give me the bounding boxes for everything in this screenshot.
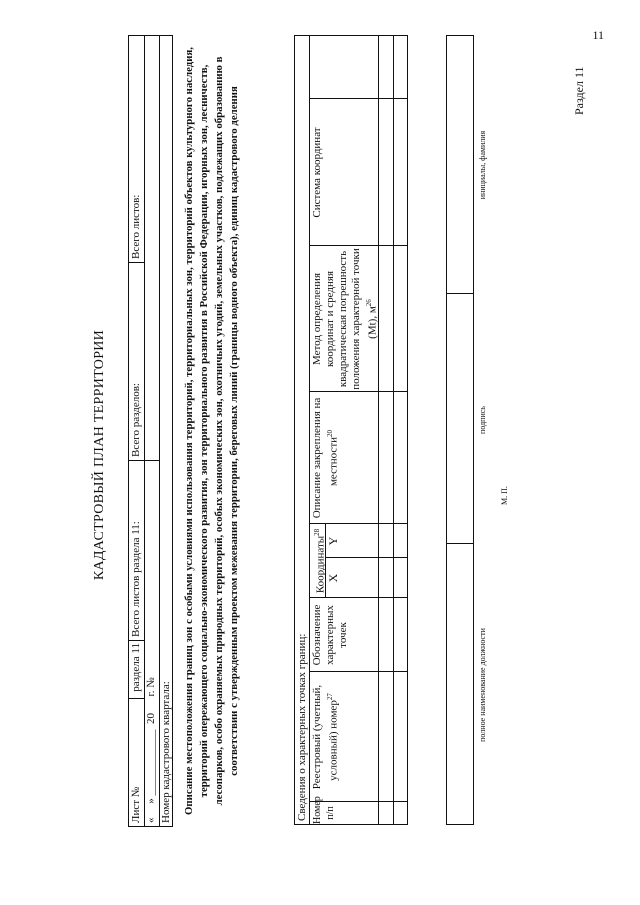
col-fixing-text: Описание закрепления на местности	[311, 397, 340, 519]
total-sections-label: Всего разделов:	[130, 383, 142, 457]
position-caption: полное наименование должности	[478, 628, 487, 742]
col-coordinates-text: Координаты	[314, 535, 327, 594]
year-prefix: 20	[145, 713, 157, 724]
header-row-2	[144, 36, 160, 826]
date-cell	[144, 460, 159, 826]
col-fixing-footnote: 20	[326, 429, 334, 437]
boundary-description: Описание местоположения границ зон с особыми условиями использования территорий, территориальных зон, территорий объектов культурного наследия, территорий опережающего социально-экономического развития, зон территориального развития в Российской Федерации, игорных зон, лесничеств, лесопарков, особо охраняемых природных территорий, особых экономических зон, охотничьих угодий, земельных участков, подлежащих образованию в соответствии с утвержденным проектом межевания территории, береговых линий (границы водного объекта), единиц кадастрового деления	[183, 46, 240, 816]
col-method-header	[311, 248, 380, 390]
date-underline: ____________	[145, 729, 157, 796]
col-method-text: Метод определения координат и средняя квадратическая погрешность положения характерной точки (Mt), м	[311, 248, 379, 390]
name-caption: инициалы, фамилия	[478, 130, 487, 200]
page-number: 11	[592, 28, 604, 42]
date-open-quote: «	[145, 817, 157, 823]
col-number-header: Номер п/п	[312, 796, 336, 824]
total-sheets-section-label: Всего листов раздела 11:	[130, 521, 142, 637]
col-registry-header	[311, 674, 341, 800]
column-rule	[325, 557, 407, 558]
column-rule	[309, 671, 407, 672]
header-row-1	[129, 36, 145, 826]
col-system-header: Система координат	[311, 127, 323, 218]
table-rule	[393, 36, 394, 824]
section-ref-label: раздела 11	[130, 643, 142, 692]
col-registry-text: Реестровый (учетный, условный) номер	[311, 684, 340, 790]
column-rule	[309, 98, 407, 99]
column-rule	[309, 523, 407, 524]
table-rule	[378, 36, 379, 824]
points-table-caption: Сведения о характерных точках границ:	[296, 633, 308, 821]
document-title: КАДАСТРОВЫЙ ПЛАН ТЕРРИТОРИИ	[92, 329, 107, 581]
column-rule	[309, 245, 407, 246]
table-rule	[309, 36, 310, 824]
signature-divider	[447, 543, 473, 544]
col-y-header: Y	[326, 536, 340, 546]
col-x-header: X	[326, 573, 340, 583]
sheet-number-label: Лист №	[130, 786, 142, 823]
section-label: Раздел 11	[572, 66, 586, 115]
total-sections-cell	[129, 262, 144, 460]
col-registry-footnote: 27	[326, 693, 334, 701]
col-coordinates-footnote: 28	[313, 528, 321, 536]
signature-caption: подпись	[478, 406, 487, 434]
col-coordinates-header	[311, 525, 328, 597]
signature-divider	[447, 293, 473, 294]
quarter-number-label: Номер кадастрового квартала:	[160, 681, 172, 823]
year-suffix: г. №	[145, 677, 157, 697]
quarter-number-cell	[159, 36, 173, 826]
date-empty-cell	[144, 36, 159, 460]
total-sheets-section-cell	[129, 460, 144, 640]
sheet-number-cell	[129, 698, 144, 826]
section-ref-cell	[129, 640, 144, 698]
column-rule	[309, 391, 407, 392]
characteristic-points-table	[294, 35, 408, 825]
column-rule	[309, 597, 407, 598]
header-grid	[128, 35, 173, 827]
col-designation-header: Обозначение характерных точек	[311, 604, 349, 666]
date-close-quote: »	[145, 798, 157, 804]
total-sheets-label: Всего листов:	[130, 194, 142, 259]
signature-box	[446, 35, 474, 825]
total-sheets-cell	[129, 36, 144, 262]
col-fixing-header	[311, 394, 341, 522]
stamp-place-label: М. П.	[500, 486, 509, 505]
col-method-footnote: 26	[365, 299, 373, 307]
header-row-3	[159, 36, 173, 826]
